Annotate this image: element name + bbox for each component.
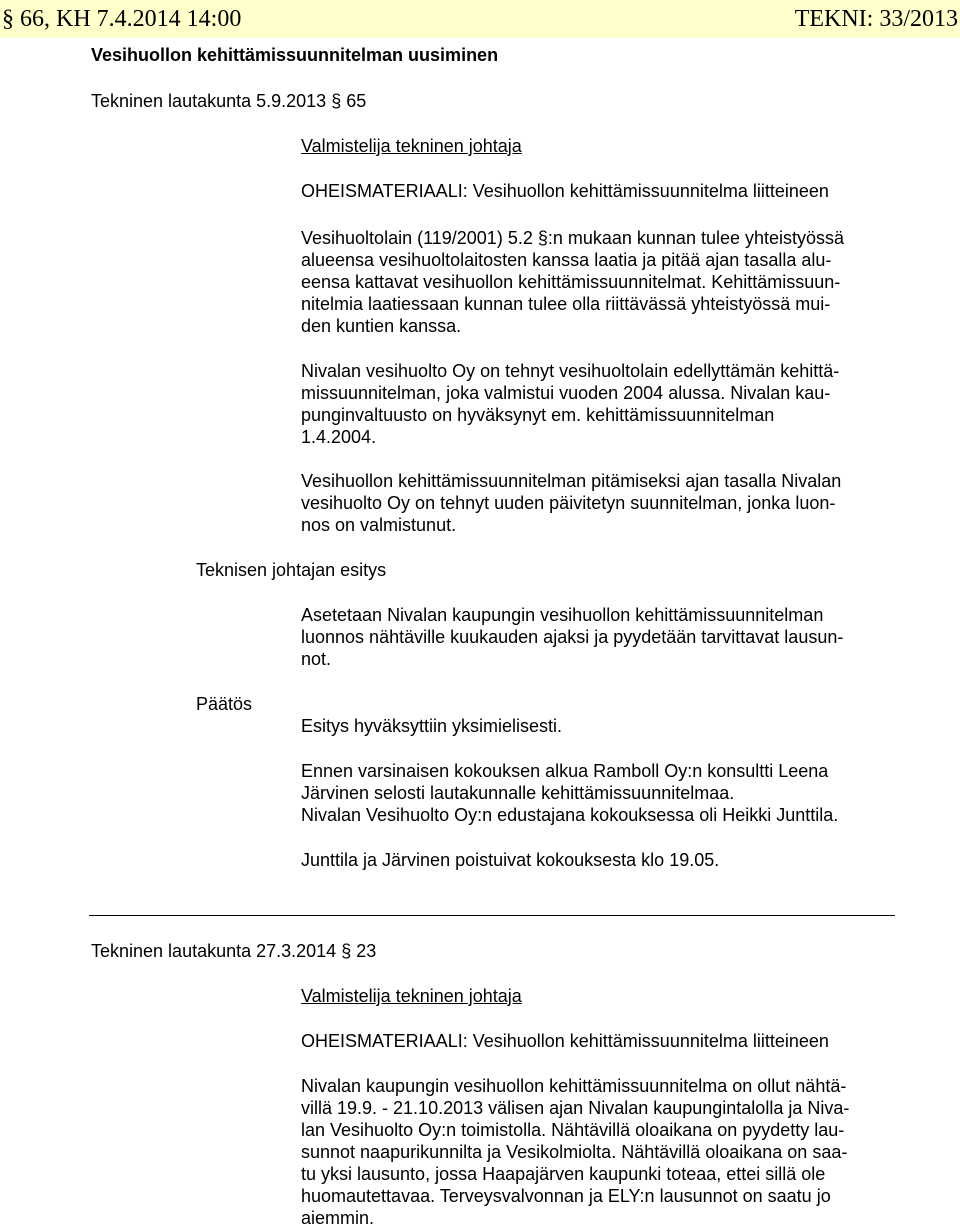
attachment-line-1: OHEISMATERIAALI: Vesihuollon kehittämissuunnitelma liitteineen xyxy=(301,181,829,201)
section-reference: § 66, KH 7.4.2014 14:00 xyxy=(2,6,242,32)
paragraph-consultation: Nivalan kaupungin vesihuollon kehittämissuunnitelma on ollut nähtä- villä 19.9. - 21.10.2013 välisen ajan Nivalan kaupungintalolla ja Niva- lan Vesihuolto Oy:n toimistolla. Nähtävillä oloaikana on pyydetty lau- sunnot naapurikunnilta ja Vesikolmiolta. Nähtävillä oloaikana on saa- tu yksi lausunto, jossa Haapajärven kaupunki toteaa, ettei sillä ole huomautettavaa. Terveysvalvonnan ja ELY:n lausunnot on saatu jo aiemmin. xyxy=(301,1076,850,1228)
meeting-heading-1: Tekninen lautakunta 5.9.2013 § 65 xyxy=(91,91,367,111)
paragraph-previous-plan: Nivalan vesihuolto Oy on tehnyt vesihuoltolain edellyttämän kehittä- missuunnitelman, joka valmistui vuoden 2004 alussa. Nivalan kau- punginvaltuusto on hyväksynyt em. kehittämissuunnitelman 1.4.2004. xyxy=(301,361,840,447)
section-divider xyxy=(89,915,895,916)
meeting-heading-2: Tekninen lautakunta 27.3.2014 § 23 xyxy=(91,941,377,961)
attachment-line-2: OHEISMATERIAALI: Vesihuollon kehittämissuunnitelma liitteineen xyxy=(301,1031,829,1051)
proposal-label: Teknisen johtajan esitys xyxy=(196,560,387,580)
paragraph-new-plan: Vesihuollon kehittämissuunnitelman pitämiseksi ajan tasalla Nivalan vesihuolto Oy on tehnyt uuden päivitetyn suunnitelman, jonka luon- nos on valmistunut. xyxy=(301,471,842,535)
case-reference: TEKNI: 33/2013 xyxy=(794,6,958,32)
decision-text: Esitys hyväksyttiin yksimielisesti. xyxy=(301,716,563,736)
document-header-bar xyxy=(0,0,960,38)
decision-label: Päätös xyxy=(196,694,253,714)
document-title: Vesihuollon kehittämissuunnitelman uusiminen xyxy=(91,45,499,65)
decision-note: Ennen varsinaisen kokouksen alkua Ramboll Oy:n konsultti Leena Järvinen selosti lautakunnalle kehittämissuunnitelmaa. Nivalan Vesihuolto Oy:n edustajana kokouksessa oli Heikki Junttila. xyxy=(301,761,839,825)
leave-note: Junttila ja Järvinen poistuivat kokouksesta klo 19.05. xyxy=(301,850,720,870)
proposal-text: Asetetaan Nivalan kaupungin vesihuollon kehittämissuunnitelman luonnos nähtäville kuukauden ajaksi ja pyydetään tarvittavat lausun- not. xyxy=(301,605,844,669)
preparer-line-2: Valmistelija tekninen johtaja xyxy=(301,986,522,1006)
paragraph-legal-basis: Vesihuoltolain (119/2001) 5.2 §:n mukaan kunnan tulee yhteistyössä alueensa vesihuoltolaitosten kanssa laatia ja pitää ajan tasalla alu- eensa kattavat vesihuollon kehittämissuunnitelmat. Kehittämissuun- nitelmia laatiessaan kunnan tulee olla riittävässä yhteistyössä mui- den kuntien kanssa. xyxy=(301,228,845,336)
preparer-line-1: Valmistelija tekninen johtaja xyxy=(301,136,522,156)
